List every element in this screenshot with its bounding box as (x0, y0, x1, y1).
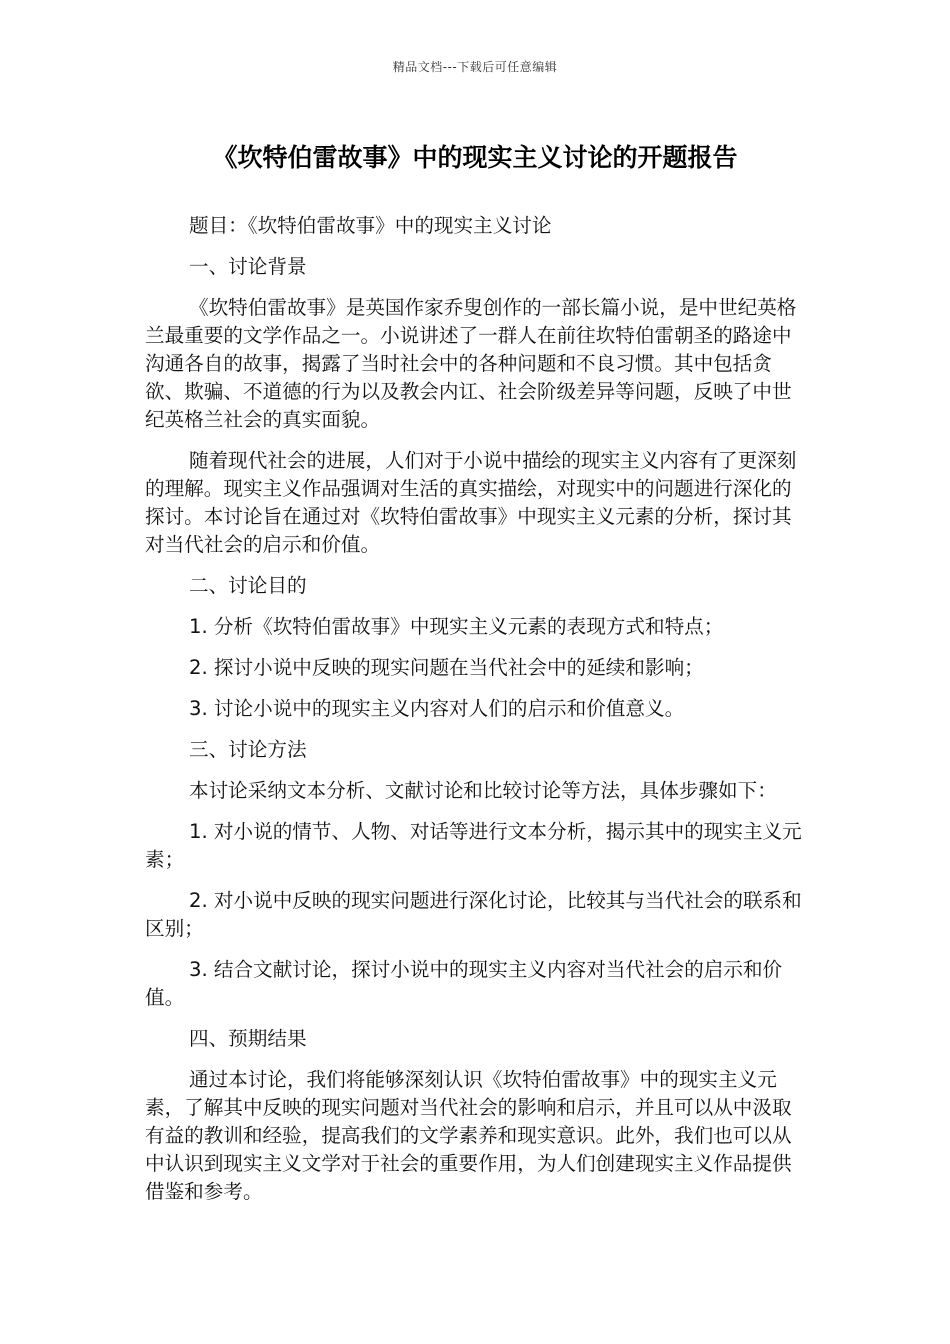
method-intro: 本讨论采纳文本分析、文献讨论和比较讨论等方法，具体步骤如下： (189, 779, 777, 802)
section-heading-background: 一、讨论背景 (189, 255, 307, 278)
results-paragraph: 通过本讨论，我们将能够深刻认识《坎特伯雷故事》中的现实主义元素，了解其中反映的现实问题对当代社会的影响和启示，并且可以从中汲取有益的教训和经验，提高我们的文学素养和现实意识。此外，我们也可以从中认识到现实主义文学对于社会的重要作用，为人们创建现实主义作品提供借鉴和参考。 (145, 1068, 792, 1203)
method-step-2: 2. 对小说中反映的现实问题进行深化讨论，比较其与当代社会的联系和区别； (145, 889, 802, 940)
topic-line: 题目：《坎特伯雷故事》中的现实主义讨论 (189, 214, 552, 237)
header-note: 精品文档---下载后可任意编辑 (392, 60, 558, 74)
purpose-item-3: 3. 讨论小说中的现实主义内容对人们的启示和价值意义。 (189, 697, 685, 720)
purpose-item-1: 1. 分析《坎特伯雷故事》中现实主义元素的表现方式和特点； (189, 615, 724, 638)
background-paragraph-2: 随着现代社会的进展，人们对于小说中描绘的现实主义内容有了更深刻的理解。现实主义作品强调对生活的真实描绘，对现实中的问题进行深化的探讨。本讨论旨在通过对《坎特伯雷故事》中现实主义元素的分析，探讨其对当代社会的启示和价值。 (145, 449, 797, 556)
method-step-3: 3. 结合文献讨论，探讨小说中的现实主义内容对当代社会的启示和价值。 (145, 958, 783, 1009)
section-heading-purpose: 二、讨论目的 (189, 574, 307, 597)
document-title: 《坎特伯雷故事》中的现实主义讨论的开题报告 (212, 143, 738, 172)
section-heading-results: 四、预期结果 (189, 1027, 307, 1050)
purpose-item-2: 2. 探讨小说中反映的现实问题在当代社会中的延续和影响； (189, 656, 704, 679)
background-paragraph-1: 《坎特伯雷故事》是英国作家乔叟创作的一部长篇小说，是中世纪英格兰最重要的文学作品之一。小说讲述了一群人在前往坎特伯雷朝圣的路途中沟通各自的故事，揭露了当时社会中的各种问题和不良习惯。其中包括贪欲、欺骗、不道德的行为以及教会内讧、社会阶级差异等问题，反映了中世纪英格兰社会的真实面貌。 (145, 296, 797, 431)
document-body (145, 212, 805, 1219)
section-heading-method: 三、讨论方法 (189, 738, 307, 761)
method-step-1: 1. 对小说的情节、人物、对话等进行文本分析，揭示其中的现实主义元素； (145, 820, 802, 871)
